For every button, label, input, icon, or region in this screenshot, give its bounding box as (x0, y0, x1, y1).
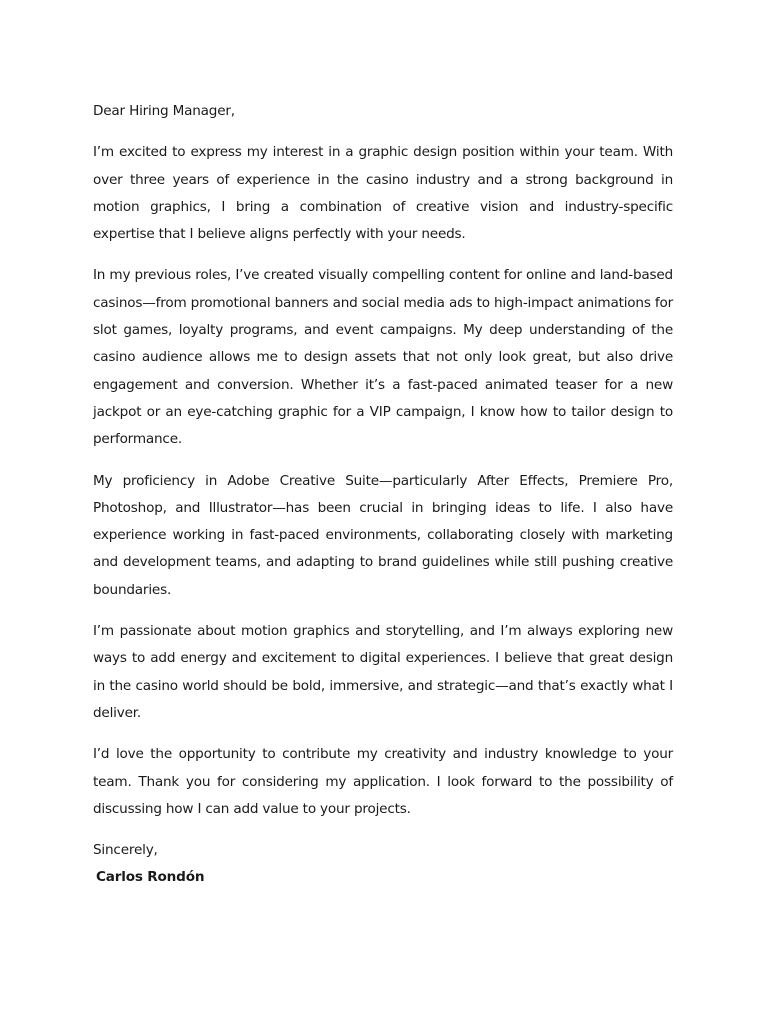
letter-paragraph-intro: I’m excited to express my interest in a graphic design position within your team. With over three years of experience in the casino industry and a strong background in motion graphics, I bring a combination of creative vision and industry-specific expertise that I believe aligns perfectly with your needs. (93, 144, 673, 243)
letter-closing: Sincerely, (93, 842, 158, 859)
letter-paragraph-skills: My proficiency in Adobe Creative Suite—particularly After Effects, Premiere Pro, Photoshop, and Illustrator—has been crucial in bringing ideas to life. I also have experience working in fast-paced environments, collaborating closely with marketing and development teams, and adapting to brand guidelines while still pushing creative boundaries. (93, 472, 673, 598)
letter-salutation: Dear Hiring Manager, (93, 103, 235, 119)
letter-paragraph-conclusion: I’d love the opportunity to contribute my creativity and industry knowledge to your team. Thank you for considering my application. I look forward to the possibility of discussing how I can add value to your projects. (93, 746, 673, 817)
letter-signature: Carlos Rondón (96, 869, 205, 886)
letter-paragraph-passion: I’m passionate about motion graphics and storytelling, and I’m always exploring new ways to add energy and excitement to digital experiences. I believe that great design in the casino world should be bold, immersive, and strategic—and that’s exactly what I deliver. (93, 623, 673, 721)
letter-paragraph-experience: In my previous roles, I’ve created visually compelling content for online and land-based casinos—from promotional banners and social media ads to high-impact animations for slot games, loyalty programs, and event campaigns. My deep understanding of the casino audience allows me to design assets that not only look great, but also drive engagement and conversion. Whether it’s a fast-paced animated teaser for a new jackpot or an eye-catching graphic for a VIP campaign, I know how to tailor design to performance. (93, 267, 673, 448)
